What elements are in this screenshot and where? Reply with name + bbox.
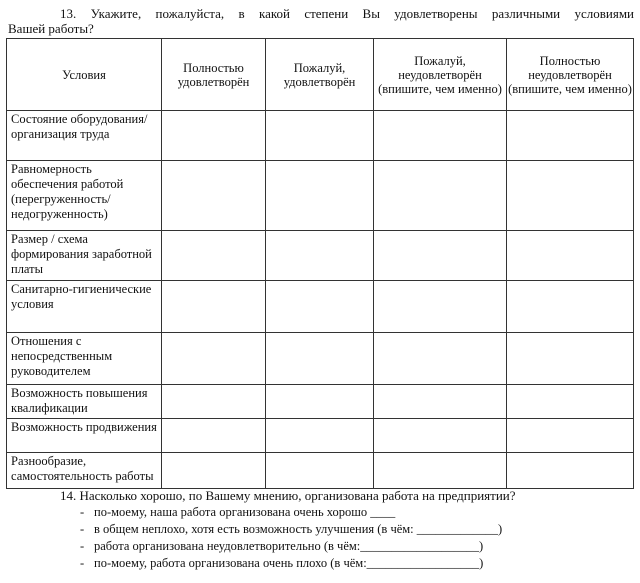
option-item[interactable] (80, 504, 634, 521)
answer-cell[interactable] (507, 231, 634, 281)
answer-cell[interactable] (266, 161, 374, 231)
table-row (7, 161, 634, 231)
option-item[interactable] (80, 521, 634, 538)
question-13-text-line1: 13. Укажите, пожалуйста, в какой степени Вы удовлетворены различными условиями (60, 6, 634, 21)
answer-cell[interactable] (162, 161, 266, 231)
answer-cell[interactable] (162, 453, 266, 489)
answer-cell[interactable] (374, 231, 507, 281)
row-condition-label: Разнообразие, самостоятельность работы (7, 453, 162, 489)
answer-cell[interactable] (374, 419, 507, 453)
dash-marker: - (80, 505, 85, 519)
row-condition-label: Размер / схема формирования заработной платы (7, 231, 162, 281)
row-condition-label: Санитарно-гигиенические условия (7, 281, 162, 333)
answer-cell[interactable] (507, 281, 634, 333)
answer-cell[interactable] (266, 453, 374, 489)
answer-cell[interactable] (266, 333, 374, 385)
row-condition-label: Отношения с непосредственным руководителем (7, 333, 162, 385)
answer-cell[interactable] (266, 385, 374, 419)
header-rather-unsatisfied: Пожалуй, неудовлетворён (впишите, чем именно) (374, 39, 507, 111)
satisfaction-table (6, 38, 634, 489)
row-condition-label: Возможность продвижения (7, 419, 162, 453)
answer-cell[interactable] (374, 281, 507, 333)
question-13-text-line2: Вашей работы? (8, 21, 94, 36)
table-row (7, 419, 634, 453)
answer-cell[interactable] (374, 453, 507, 489)
table-row (7, 231, 634, 281)
table-row (7, 333, 634, 385)
table-header-row (7, 39, 634, 111)
row-condition-label: Состояние оборудования/ организация труда (7, 111, 162, 161)
answer-cell[interactable] (507, 161, 634, 231)
table-row (7, 111, 634, 161)
answer-cell[interactable] (374, 161, 507, 231)
answer-cell[interactable] (162, 333, 266, 385)
option-item[interactable] (80, 555, 634, 572)
answer-cell[interactable] (374, 111, 507, 161)
option-text: в общем неплохо, хотя есть возможность улучшения (в чём: _____________) (94, 522, 503, 536)
table-row (7, 453, 634, 489)
answer-cell[interactable] (374, 333, 507, 385)
table-row (7, 385, 634, 419)
row-condition-label: Возможность повышения квалификации (7, 385, 162, 419)
option-text: работа организована неудовлетворительно (в чём:___________________) (94, 539, 484, 553)
option-text: по-моему, работа организована очень плохо (в чём:__________________) (94, 556, 484, 570)
answer-cell[interactable] (162, 111, 266, 161)
header-fully-unsatisfied: Полностью неудовлетворён (впишите, чем именно) (507, 39, 634, 111)
question-14-options (8, 504, 634, 572)
dash-marker: - (80, 556, 85, 570)
answer-cell[interactable] (507, 333, 634, 385)
answer-cell[interactable] (507, 419, 634, 453)
question-14 (8, 488, 634, 572)
answer-cell[interactable] (162, 231, 266, 281)
answer-cell[interactable] (162, 385, 266, 419)
answer-cell[interactable] (266, 281, 374, 333)
answer-cell[interactable] (266, 111, 374, 161)
answer-cell[interactable] (266, 419, 374, 453)
answer-cell[interactable] (507, 111, 634, 161)
question-13 (8, 6, 634, 36)
dash-marker: - (80, 522, 85, 536)
answer-cell[interactable] (507, 385, 634, 419)
header-conditions: Условия (7, 39, 162, 111)
answer-cell[interactable] (374, 385, 507, 419)
answer-cell[interactable] (162, 281, 266, 333)
question-14-title: 14. Насколько хорошо, по Вашему мнению, организована работа на предприятии? (60, 488, 516, 503)
answer-cell[interactable] (162, 419, 266, 453)
row-condition-label: Равномерность обеспечения работой (перегруженность/ недогруженность) (7, 161, 162, 231)
header-rather-satisfied: Пожалуй, удовлетворён (266, 39, 374, 111)
header-fully-satisfied: Полностью удовлетворён (162, 39, 266, 111)
table-row (7, 281, 634, 333)
option-text: по-моему, наша работа организована очень хорошо ____ (94, 505, 396, 519)
dash-marker: - (80, 539, 85, 553)
answer-cell[interactable] (507, 453, 634, 489)
option-item[interactable] (80, 538, 634, 555)
answer-cell[interactable] (266, 231, 374, 281)
